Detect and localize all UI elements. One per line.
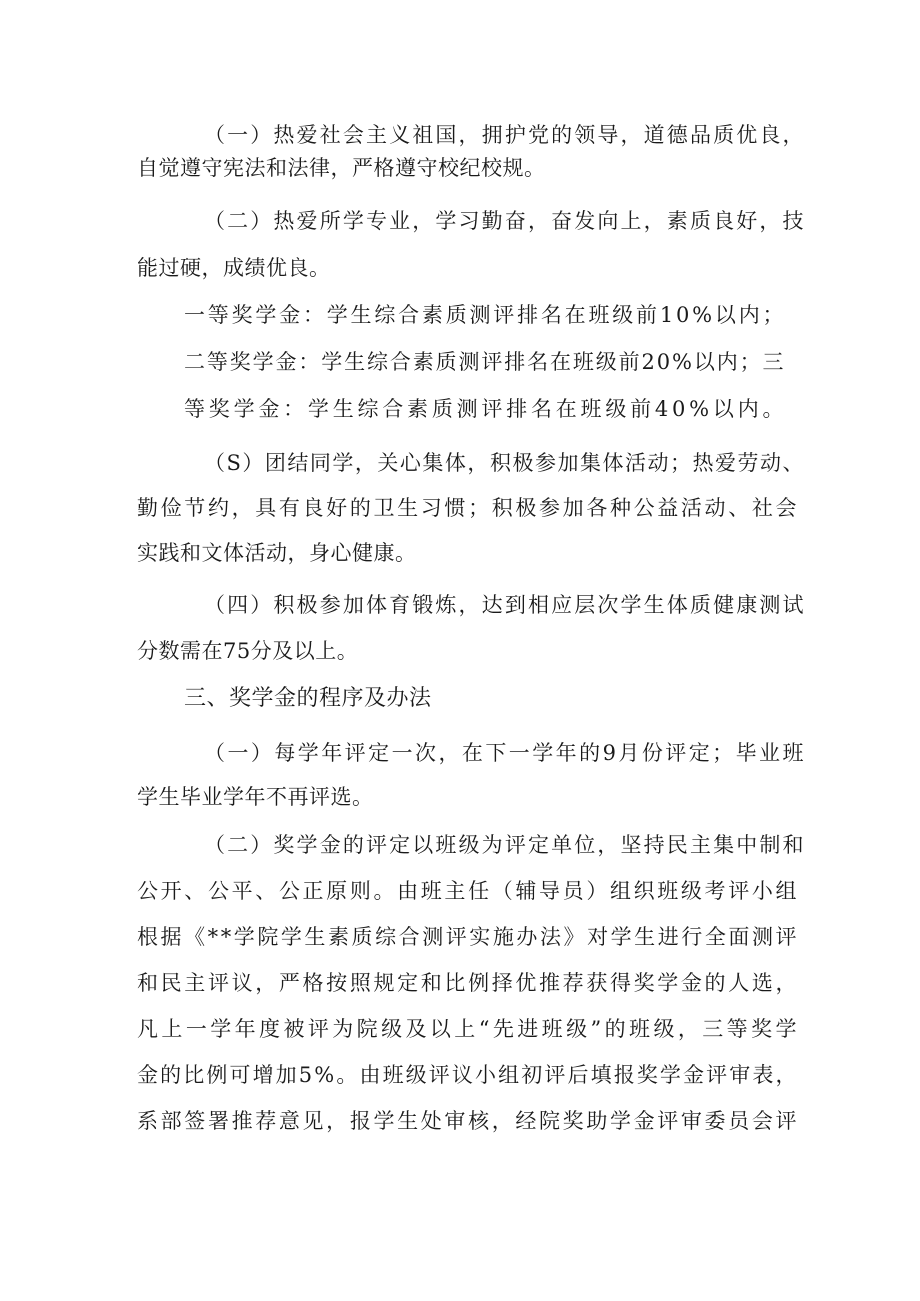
paragraph-line-5: 一等奖学金：学生综合素质测评排名在班级前10%以内； [184, 303, 787, 327]
paragraph-line-11: （四）积极参加体育锻炼，达到相应层次学生体质健康测试 [204, 593, 806, 617]
paragraph-line-8: （S）团结同学，关心集体，积极参加集体活动；热爱劳动、 [204, 451, 805, 475]
paragraph-line-3: （二）热爱所学专业，学习勤奋，奋发向上，素质良好，技 [204, 209, 806, 233]
paragraph-line-20: 凡上一学年度被评为院级及以上“先进班级”的班级，三等奖学 [137, 1017, 800, 1041]
paragraph-line-6: 二等奖学金：学生综合素质测评排名在班级前20%以内；三 [184, 350, 786, 374]
paragraph-line-17: 公开、公平、公正原则。由班主任（辅导员）组织班级考评小组 [137, 879, 800, 903]
paragraph-line-12: 分数需在75分及以上。 [137, 639, 359, 663]
section-heading: 三、奖学金的程序及办法 [184, 686, 432, 711]
paragraph-line-21: 金的比例可增加5%。由班级评议小组初评后填报奖学金评审表， [137, 1063, 799, 1087]
paragraph-line-2: 自觉遵守宪法和法律，严格遵守校纪校规。 [137, 156, 546, 180]
paragraph-line-9: 勤俭节约，具有良好的卫生习惯；积极参加各种公益活动、社会 [137, 496, 800, 520]
paragraph-line-19: 和民主评议，严格按照规定和比例择优推荐获得奖学金的人选， [137, 971, 800, 995]
paragraph-line-16: （二）奖学金的评定以班级为评定单位，坚持民主集中制和 [204, 833, 806, 857]
paragraph-line-7: 等奖学金：学生综合素质测评排名在班级前40%以内。 [184, 397, 788, 421]
paragraph-line-1: （一）热爱社会主义祖国，拥护党的领导，道德品质优良， [204, 123, 806, 147]
paragraph-line-15: 学生毕业学年不再评选。 [137, 785, 374, 809]
paragraph-line-10: 实践和文体活动，身心健康。 [137, 541, 417, 565]
paragraph-line-18: 根据《**学院学生素质综合测评实施办法》对学生进行全面测评 [137, 925, 800, 949]
paragraph-line-14: （一）每学年评定一次，在下一学年的9月份评定；毕业班 [204, 741, 806, 765]
paragraph-line-22: 系部签署推荐意见，报学生处审核，经院奖助学金评审委员会评 [137, 1109, 800, 1133]
paragraph-line-4: 能过硬，成绩优良。 [137, 256, 331, 280]
